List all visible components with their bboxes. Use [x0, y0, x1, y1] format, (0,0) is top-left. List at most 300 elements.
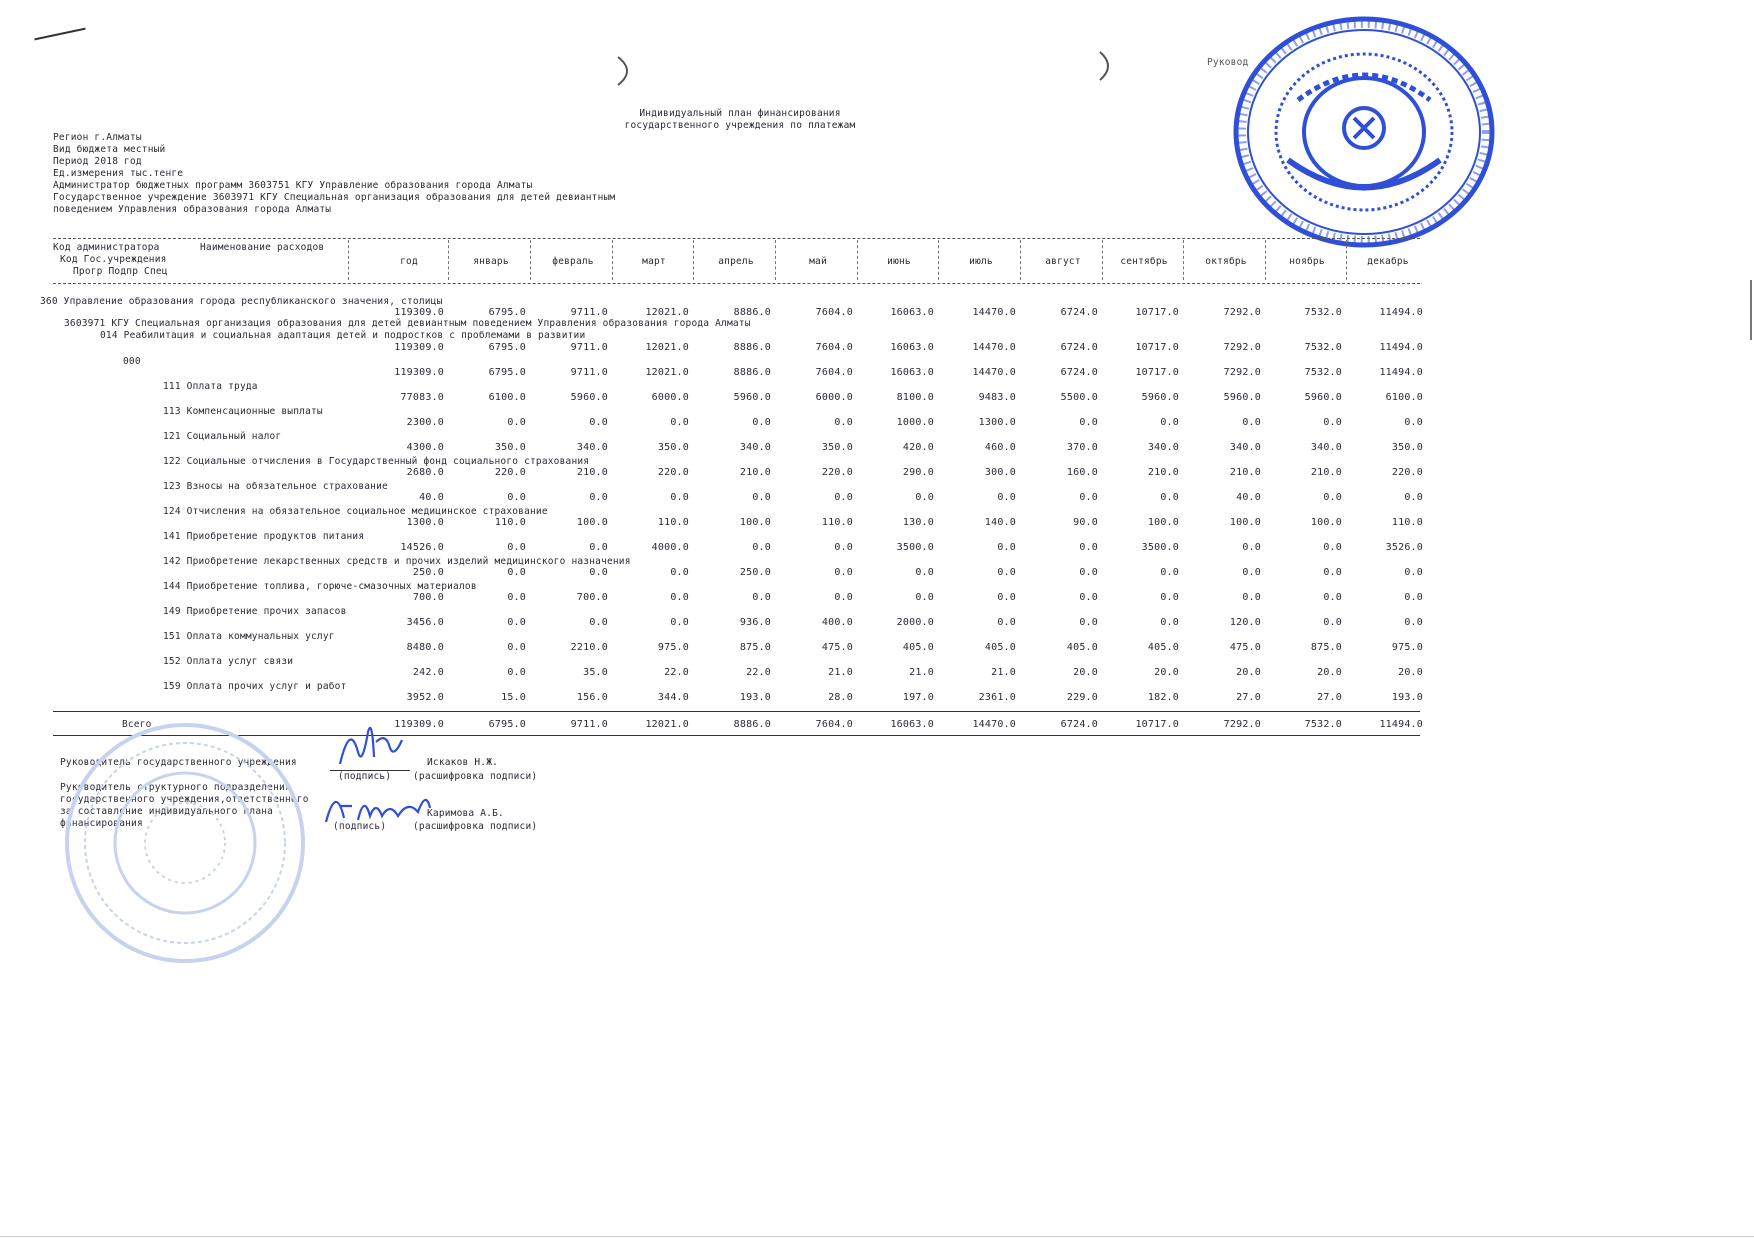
column-separator	[1020, 240, 1021, 280]
table-cell: 475.0	[1229, 642, 1261, 653]
table-cell: 12021.0	[645, 307, 689, 318]
table-cell: 405.0	[1147, 642, 1179, 653]
table-cell: 0.0	[1323, 417, 1342, 428]
column-separator	[857, 240, 858, 280]
table-cell: 20.0	[1317, 667, 1342, 678]
table-cell: 875.0	[739, 642, 771, 653]
table-cell: 220.0	[657, 467, 689, 478]
table-cell: 9711.0	[570, 367, 608, 378]
table-cell: 1300.0	[406, 517, 444, 528]
table-cell: 0.0	[670, 592, 689, 603]
handwritten-signature	[330, 712, 410, 772]
table-cell: 220.0	[494, 467, 526, 478]
table-cell: 210.0	[1229, 467, 1261, 478]
expense-row-label: 159 Оплата прочих услуг и работ	[163, 681, 347, 692]
table-cell: 220.0	[1391, 467, 1423, 478]
table-cell: 11494.0	[1379, 342, 1423, 353]
sig-head-label: Руководитель государственного учреждения	[60, 757, 297, 768]
expense-row-label: 152 Оплата услуг связи	[163, 656, 294, 667]
table-cell: 210.0	[1310, 467, 1342, 478]
table-cell: 0.0	[1242, 542, 1261, 553]
expense-row-label: 124 Отчисления на обязательное социальное медицинское страхование	[163, 506, 548, 517]
header-expense-name: Наименование расходов	[200, 242, 325, 253]
table-cell: 405.0	[1066, 642, 1098, 653]
table-cell: 0.0	[997, 542, 1016, 553]
column-separator	[530, 240, 531, 280]
table-cell: 7532.0	[1304, 342, 1342, 353]
table-cell: 140.0	[984, 517, 1016, 528]
column-header-2: февраль	[552, 256, 594, 267]
table-cell: 6795.0	[488, 342, 526, 353]
table-cell: 7604.0	[815, 719, 853, 730]
table-cell: 6795.0	[488, 307, 526, 318]
table-cell: 11494.0	[1379, 307, 1423, 318]
table-cell: 0.0	[1079, 417, 1098, 428]
table-cell: 210.0	[1147, 467, 1179, 478]
table-cell: 14470.0	[972, 342, 1016, 353]
table-cell: 14470.0	[972, 307, 1016, 318]
table-cell: 0.0	[1079, 592, 1098, 603]
table-cell: 0.0	[834, 492, 853, 503]
table-cell: 90.0	[1073, 517, 1098, 528]
table-cell: 119309.0	[394, 719, 444, 730]
table-cell: 182.0	[1147, 692, 1179, 703]
table-cell: 875.0	[1310, 642, 1342, 653]
table-cell: 9711.0	[570, 719, 608, 730]
column-header-1: январь	[473, 256, 509, 267]
table-cell: 0.0	[1160, 492, 1179, 503]
table-cell: 14470.0	[972, 367, 1016, 378]
table-cell: 8886.0	[733, 719, 771, 730]
table-cell: 4000.0	[651, 542, 689, 553]
table-cell: 340.0	[739, 442, 771, 453]
table-cell: 220.0	[821, 467, 853, 478]
scan-mark	[34, 28, 85, 41]
table-cell: 700.0	[576, 592, 608, 603]
table-cell: 0.0	[997, 617, 1016, 628]
table-cell: 6000.0	[815, 392, 853, 403]
table-cell: 6795.0	[488, 719, 526, 730]
column-separator	[448, 240, 449, 280]
expense-row-label: 142 Приобретение лекарственных средств и прочих изделий медицинского назначения	[163, 556, 631, 567]
table-cell: 20.0	[1154, 667, 1179, 678]
sig-struct-decode: (расшифровка подписи)	[413, 821, 538, 832]
table-cell: 0.0	[1323, 592, 1342, 603]
table-cell: 20.0	[1398, 667, 1423, 678]
table-cell: 475.0	[821, 642, 853, 653]
table-cell: 210.0	[739, 467, 771, 478]
table-cell: 20.0	[1236, 667, 1261, 678]
table-cell: 22.0	[746, 667, 771, 678]
table-cell: 0.0	[1242, 417, 1261, 428]
table-cell: 8886.0	[733, 367, 771, 378]
column-separator	[348, 240, 349, 280]
table-cell: 0.0	[1160, 567, 1179, 578]
sig-struct-label-3: за составление индивидуального плана	[60, 806, 274, 817]
table-cell: 14526.0	[400, 542, 444, 553]
table-header-bottom-line	[53, 283, 1420, 284]
table-cell: 100.0	[1310, 517, 1342, 528]
table-cell: 344.0	[657, 692, 689, 703]
table-cell: 2000.0	[896, 617, 934, 628]
table-cell: 340.0	[1229, 442, 1261, 453]
table-cell: 22.0	[664, 667, 689, 678]
table-cell: 350.0	[494, 442, 526, 453]
table-cell: 350.0	[821, 442, 853, 453]
table-cell: 0.0	[670, 492, 689, 503]
sig-head-decode: (расшифровка подписи)	[413, 771, 538, 782]
table-cell: 100.0	[739, 517, 771, 528]
table-cell: 1000.0	[896, 417, 934, 428]
table-cell: 0.0	[752, 417, 771, 428]
table-cell: 2361.0	[978, 692, 1016, 703]
table-cell: 350.0	[1391, 442, 1423, 453]
table-cell: 0.0	[507, 567, 526, 578]
table-cell: 400.0	[821, 617, 853, 628]
table-cell: 0.0	[1160, 617, 1179, 628]
column-header-7: июль	[969, 256, 993, 267]
table-cell: 0.0	[834, 567, 853, 578]
table-cell: 28.0	[828, 692, 853, 703]
table-cell: 10717.0	[1135, 342, 1179, 353]
column-header-12: декабрь	[1367, 256, 1409, 267]
sig-head-caption: (подпись)	[338, 771, 392, 782]
table-cell: 6000.0	[651, 392, 689, 403]
column-header-4: апрель	[718, 256, 754, 267]
table-cell: 6724.0	[1060, 367, 1098, 378]
table-cell: 193.0	[1391, 692, 1423, 703]
table-cell: 340.0	[1310, 442, 1342, 453]
table-cell: 16063.0	[890, 307, 934, 318]
table-cell: 15.0	[501, 692, 526, 703]
table-cell: 16063.0	[890, 719, 934, 730]
meta-period: Период 2018 год	[53, 156, 142, 167]
scan-mark-arc	[1092, 50, 1122, 82]
table-cell: 5960.0	[570, 392, 608, 403]
table-cell: 0.0	[1079, 617, 1098, 628]
column-separator	[938, 240, 939, 280]
document-subtitle: государственного учреждения по платежам	[624, 120, 856, 131]
table-cell: 3456.0	[406, 617, 444, 628]
column-separator	[1183, 240, 1184, 280]
total-row-label: Всего	[122, 719, 152, 730]
table-cell: 27.0	[1317, 692, 1342, 703]
column-separator	[612, 240, 613, 280]
table-cell: 8480.0	[406, 642, 444, 653]
table-cell: 0.0	[670, 617, 689, 628]
bottom-edge-line	[0, 1236, 1754, 1237]
table-cell: 340.0	[1147, 442, 1179, 453]
table-cell: 0.0	[1404, 617, 1423, 628]
expense-row-label: 123 Взносы на обязательное страхование	[163, 481, 388, 492]
table-cell: 290.0	[902, 467, 934, 478]
table-cell: 119309.0	[394, 367, 444, 378]
table-cell: 16063.0	[890, 342, 934, 353]
table-cell: 8886.0	[733, 307, 771, 318]
table-cell: 110.0	[494, 517, 526, 528]
table-cell: 5960.0	[1304, 392, 1342, 403]
table-cell: 0.0	[1323, 617, 1342, 628]
table-cell: 0.0	[1242, 567, 1261, 578]
sig-head-name: Искаков Н.Ж.	[427, 757, 499, 768]
expense-row-label: 141 Приобретение продуктов питания	[163, 531, 365, 542]
table-cell: 10717.0	[1135, 719, 1179, 730]
column-separator	[693, 240, 694, 280]
table-cell: 0.0	[997, 592, 1016, 603]
table-cell: 0.0	[507, 617, 526, 628]
column-header-10: октябрь	[1205, 256, 1247, 267]
table-cell: 7292.0	[1223, 307, 1261, 318]
table-cell: 3526.0	[1385, 542, 1423, 553]
table-cell: 0.0	[507, 667, 526, 678]
section-label-admin: 360 Управление образования города республиканского значения, столицы	[40, 296, 443, 307]
table-cell: 300.0	[984, 467, 1016, 478]
meta-institution-cont: поведением Управления образования города Алматы	[53, 204, 332, 215]
total-separator-line	[53, 711, 1420, 712]
table-cell: 7604.0	[815, 367, 853, 378]
table-cell: 3500.0	[896, 542, 934, 553]
column-separator	[1346, 240, 1347, 280]
sig-struct-caption: (подпись)	[333, 821, 387, 832]
table-cell: 0.0	[997, 492, 1016, 503]
table-cell: 193.0	[739, 692, 771, 703]
table-cell: 0.0	[589, 567, 608, 578]
table-cell: 11494.0	[1379, 367, 1423, 378]
table-cell: 6100.0	[1385, 392, 1423, 403]
table-cell: 5500.0	[1060, 392, 1098, 403]
table-cell: 0.0	[1404, 417, 1423, 428]
table-cell: 0.0	[589, 492, 608, 503]
table-cell: 0.0	[1323, 542, 1342, 553]
table-header-top-line	[53, 238, 1420, 239]
faint-round-seal	[55, 718, 315, 968]
expense-row-label: 122 Социальные отчисления в Государственный фонд социального страхования	[163, 456, 590, 467]
table-cell: 5960.0	[1141, 392, 1179, 403]
table-cell: 7532.0	[1304, 367, 1342, 378]
table-cell: 0.0	[1323, 567, 1342, 578]
table-cell: 110.0	[657, 517, 689, 528]
table-cell: 0.0	[752, 492, 771, 503]
expense-row-label: 144 Приобретение топлива, горюче-смазочных материалов	[163, 581, 477, 592]
table-cell: 16063.0	[890, 367, 934, 378]
table-cell: 2210.0	[570, 642, 608, 653]
meta-unit: Ед.измерения тыс.тенге	[53, 168, 184, 179]
column-separator	[775, 240, 776, 280]
table-cell: 0.0	[507, 542, 526, 553]
column-header-8: август	[1045, 256, 1081, 267]
table-cell: 120.0	[1229, 617, 1261, 628]
sig-struct-label-2: государственного учреждения,ответственного	[60, 794, 309, 805]
table-cell: 27.0	[1236, 692, 1261, 703]
table-cell: 7604.0	[815, 307, 853, 318]
table-cell: 350.0	[657, 442, 689, 453]
meta-budget: Вид бюджета местный	[53, 144, 166, 155]
table-cell: 160.0	[1066, 467, 1098, 478]
table-cell: 0.0	[752, 542, 771, 553]
table-cell: 110.0	[1391, 517, 1423, 528]
table-cell: 7292.0	[1223, 367, 1261, 378]
table-cell: 12021.0	[645, 719, 689, 730]
table-cell: 21.0	[828, 667, 853, 678]
table-cell: 250.0	[412, 567, 444, 578]
table-cell: 0.0	[1242, 592, 1261, 603]
right-edge-mark	[1750, 280, 1752, 340]
table-cell: 40.0	[1236, 492, 1261, 503]
header-prog-code: Прогр Подпр Спец	[73, 266, 168, 277]
table-cell: 6724.0	[1060, 719, 1098, 730]
table-cell: 242.0	[412, 667, 444, 678]
table-cell: 130.0	[902, 517, 934, 528]
table-cell: 119309.0	[394, 342, 444, 353]
column-header-6: июнь	[887, 256, 911, 267]
table-cell: 197.0	[902, 692, 934, 703]
table-cell: 2680.0	[406, 467, 444, 478]
expense-row-label: 111 Оплата труда	[163, 381, 258, 392]
table-cell: 5960.0	[733, 392, 771, 403]
table-cell: 0.0	[589, 417, 608, 428]
table-cell: 0.0	[507, 417, 526, 428]
section-label-program: 014 Реабилитация и социальная адаптация детей и подростков с проблемами в развитии	[100, 330, 586, 341]
expense-row-label: 149 Приобретение прочих запасов	[163, 606, 347, 617]
table-cell: 100.0	[1229, 517, 1261, 528]
table-cell: 7532.0	[1304, 719, 1342, 730]
table-cell: 7292.0	[1223, 719, 1261, 730]
table-cell: 0.0	[589, 542, 608, 553]
table-cell: 10717.0	[1135, 367, 1179, 378]
column-header-5: май	[809, 256, 827, 267]
meta-administrator: Администратор бюджетных программ 3603751 КГУ Управление образования города Алматы	[53, 180, 533, 191]
table-cell: 0.0	[915, 567, 934, 578]
table-cell: 0.0	[670, 567, 689, 578]
table-cell: 0.0	[997, 567, 1016, 578]
table-cell: 0.0	[915, 492, 934, 503]
corner-word: Руковод	[1207, 57, 1249, 68]
table-cell: 21.0	[909, 667, 934, 678]
round-seal-stamp	[1228, 10, 1500, 255]
scan-mark-arc	[610, 55, 640, 87]
table-cell: 9711.0	[570, 307, 608, 318]
table-cell: 0.0	[1404, 492, 1423, 503]
header-admin-code: Код администратора	[53, 242, 160, 253]
table-cell: 7532.0	[1304, 307, 1342, 318]
sig-struct-name: Каримова А.Б.	[427, 808, 504, 819]
table-cell: 11494.0	[1379, 719, 1423, 730]
table-cell: 0.0	[1160, 592, 1179, 603]
table-cell: 4300.0	[406, 442, 444, 453]
table-cell: 156.0	[576, 692, 608, 703]
column-header-9: сентябрь	[1120, 256, 1168, 267]
table-cell: 119309.0	[394, 307, 444, 318]
table-cell: 420.0	[902, 442, 934, 453]
table-cell: 700.0	[412, 592, 444, 603]
table-cell: 12021.0	[645, 367, 689, 378]
table-cell: 40.0	[419, 492, 444, 503]
section-label-institution: 3603971 КГУ Специальная организация образования для детей девиантным поведением Управления образования города Алматы	[64, 318, 751, 329]
table-cell: 936.0	[739, 617, 771, 628]
table-cell: 250.0	[739, 567, 771, 578]
table-cell: 3952.0	[406, 692, 444, 703]
table-cell: 6724.0	[1060, 342, 1098, 353]
table-cell: 405.0	[984, 642, 1016, 653]
expense-row-label: 113 Компенсационные выплаты	[163, 406, 323, 417]
table-cell: 0.0	[834, 417, 853, 428]
table-cell: 0.0	[670, 417, 689, 428]
table-cell: 210.0	[576, 467, 608, 478]
sig-struct-label-1: Руководитель структурного подразделения	[60, 782, 291, 793]
column-separator	[1102, 240, 1103, 280]
table-cell: 35.0	[583, 667, 608, 678]
table-cell: 975.0	[1391, 642, 1423, 653]
table-cell: 77083.0	[400, 392, 444, 403]
table-cell: 0.0	[507, 642, 526, 653]
table-cell: 100.0	[1147, 517, 1179, 528]
table-cell: 0.0	[507, 592, 526, 603]
section-label-subprogram: 000	[123, 356, 141, 367]
table-cell: 2300.0	[406, 417, 444, 428]
table-cell: 110.0	[821, 517, 853, 528]
table-cell: 9483.0	[978, 392, 1016, 403]
table-cell: 0.0	[507, 492, 526, 503]
table-cell: 0.0	[1079, 567, 1098, 578]
table-cell: 9711.0	[570, 342, 608, 353]
table-cell: 0.0	[834, 592, 853, 603]
table-cell: 370.0	[1066, 442, 1098, 453]
table-cell: 0.0	[589, 617, 608, 628]
table-cell: 7604.0	[815, 342, 853, 353]
table-cell: 0.0	[1079, 492, 1098, 503]
sig-struct-label-4: финансирования	[60, 818, 143, 829]
document-title: Индивидуальный план финансирования	[639, 108, 841, 119]
table-cell: 12021.0	[645, 342, 689, 353]
table-cell: 0.0	[834, 542, 853, 553]
header-inst-code: Код Гос.учреждения	[60, 254, 167, 265]
meta-institution: Государственное учреждение 3603971 КГУ Специальная организация образования для детей девиантным	[53, 192, 616, 203]
table-cell: 6724.0	[1060, 307, 1098, 318]
table-cell: 100.0	[576, 517, 608, 528]
table-cell: 8100.0	[896, 392, 934, 403]
expense-row-label: 151 Оплата коммунальных услуг	[163, 631, 335, 642]
column-header-0: год	[400, 256, 418, 267]
table-cell: 0.0	[1160, 417, 1179, 428]
table-cell: 3500.0	[1141, 542, 1179, 553]
table-cell: 340.0	[576, 442, 608, 453]
table-cell: 21.0	[991, 667, 1016, 678]
table-cell: 5960.0	[1223, 392, 1261, 403]
column-separator	[1265, 240, 1266, 280]
column-header-11: ноябрь	[1289, 256, 1325, 267]
table-cell: 6795.0	[488, 367, 526, 378]
table-cell: 20.0	[1073, 667, 1098, 678]
column-header-3: март	[642, 256, 666, 267]
table-cell: 0.0	[915, 592, 934, 603]
table-cell: 0.0	[1323, 492, 1342, 503]
expense-row-label: 121 Социальный налог	[163, 431, 282, 442]
table-cell: 7292.0	[1223, 342, 1261, 353]
table-cell: 229.0	[1066, 692, 1098, 703]
table-cell: 460.0	[984, 442, 1016, 453]
table-cell: 0.0	[1404, 592, 1423, 603]
table-cell: 1300.0	[978, 417, 1016, 428]
table-cell: 405.0	[902, 642, 934, 653]
table-cell: 6100.0	[488, 392, 526, 403]
table-cell: 0.0	[1079, 542, 1098, 553]
table-cell: 0.0	[752, 592, 771, 603]
table-cell: 975.0	[657, 642, 689, 653]
table-cell: 10717.0	[1135, 307, 1179, 318]
table-cell: 8886.0	[733, 342, 771, 353]
meta-region: Регион г.Алматы	[53, 132, 142, 143]
table-cell: 0.0	[1404, 567, 1423, 578]
